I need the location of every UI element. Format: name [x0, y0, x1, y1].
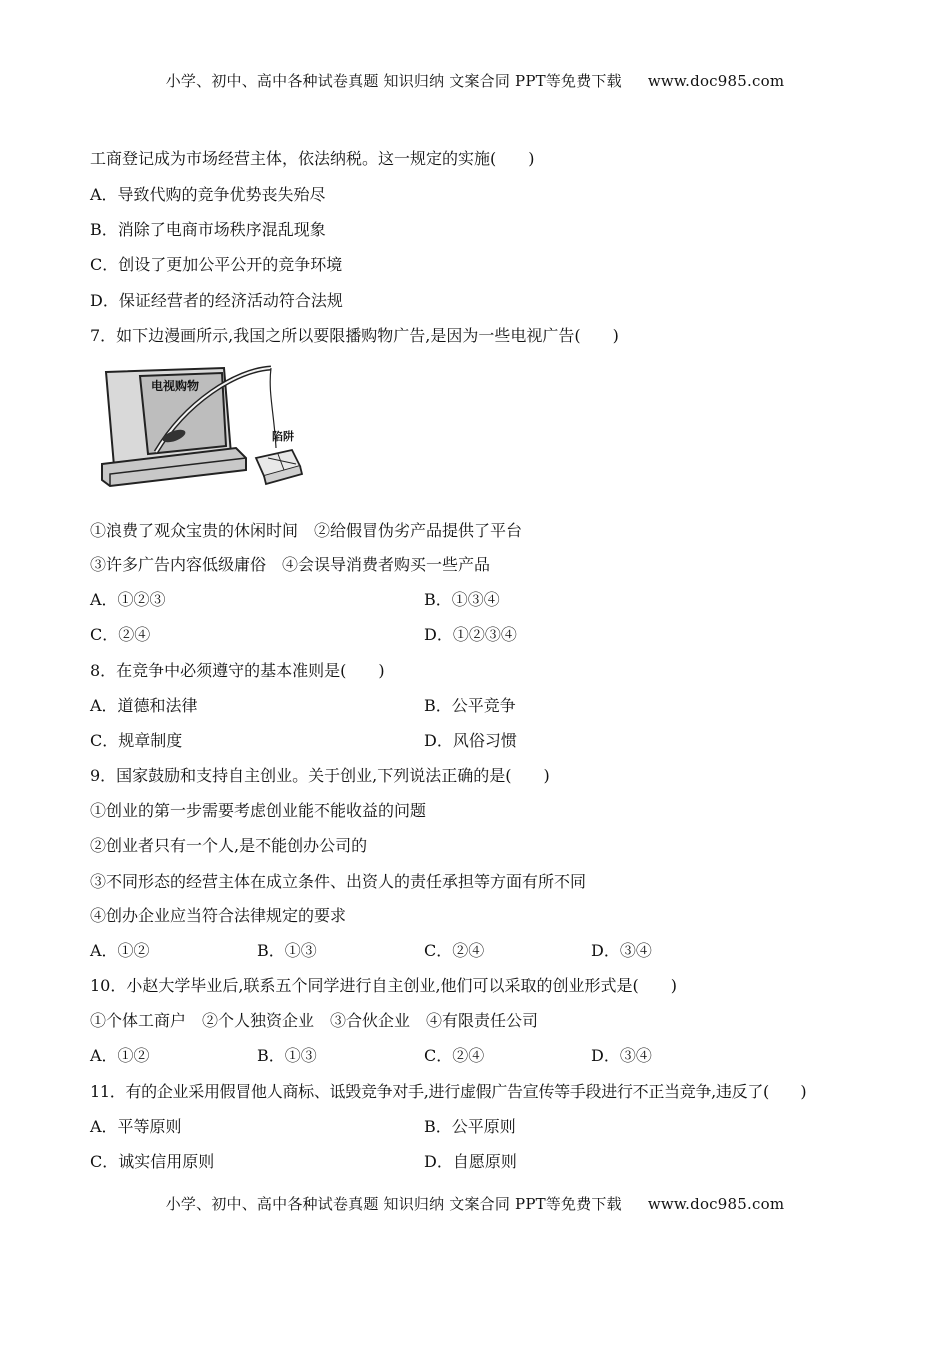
- q9-item-4: ④创办企业应当符合法律规定的要求: [90, 906, 347, 925]
- q7-stem: 7．如下边漫画所示,我国之所以要限播购物广告,是因为一些电视广告( ): [90, 326, 619, 345]
- header-text: 小学、初中、高中各种试卷真题 知识归纳 文案合同 PPT等免费下载: [165, 72, 622, 90]
- q8-stem: 8．在竞争中必须遵守的基本准则是( ): [90, 661, 385, 680]
- q11-stem: 11．有的企业采用假冒他人商标、诋毁竞争对手,进行虚假广告宣传等手段进行不正当竞争,违反了( ): [90, 1082, 807, 1101]
- q9-stem: 9．国家鼓励和支持自主创业。关于创业,下列说法正确的是( ): [90, 766, 550, 785]
- q9-option-b: B．①③: [257, 941, 317, 960]
- q9-item-2: ②创业者只有一个人,是不能创办公司的: [90, 836, 368, 855]
- q10-option-c: C．②④: [424, 1046, 485, 1065]
- q9-option-c: C．②④: [424, 941, 485, 960]
- q10-option-a: A．①②: [90, 1046, 150, 1065]
- q6-option-a: A．导致代购的竞争优势丧失殆尽: [90, 185, 326, 204]
- screen-label: 电视购物: [151, 379, 200, 393]
- q11-option-d: D．自愿原则: [424, 1152, 517, 1171]
- q6-stem: 工商登记成为市场经营主体，依法纳税。这一规定的实施( ): [90, 149, 535, 168]
- q9-option-a: A．①②: [90, 941, 150, 960]
- q7-option-a: A．①②③: [90, 590, 166, 609]
- footer-text: 小学、初中、高中各种试卷真题 知识归纳 文案合同 PPT等免费下载: [165, 1195, 622, 1213]
- q7-option-c: C．②④: [90, 625, 151, 644]
- header-url: www.doc985.com: [647, 72, 785, 90]
- q8-option-a: A．道德和法律: [90, 696, 198, 715]
- q11-option-c: C．诚实信用原则: [90, 1152, 215, 1171]
- q7-option-d: D．①②③④: [424, 625, 517, 644]
- q10-option-d: D．③④: [591, 1046, 652, 1065]
- q10-option-b: B．①③: [257, 1046, 317, 1065]
- q11-option-a: A．平等原则: [90, 1117, 182, 1136]
- q8-option-b: B．公平竞争: [424, 696, 516, 715]
- q8-option-d: D．风俗习惯: [424, 731, 517, 750]
- q11-option-b: B．公平原则: [424, 1117, 516, 1136]
- q10-item-1: ①个体工商户 ②个人独资企业 ③合伙企业 ④有限责任公司: [90, 1011, 539, 1030]
- q10-stem: 10．小赵大学毕业后,联系五个同学进行自主创业,他们可以采取的创业形式是( ): [90, 976, 678, 995]
- page-header: [0, 70, 950, 91]
- q6-option-c: C．创设了更加公平公开的竞争环境: [90, 255, 343, 274]
- q6-option-b: B．消除了电商市场秩序混乱现象: [90, 220, 326, 239]
- footer-url: www.doc985.com: [647, 1195, 785, 1213]
- q6-option-d: D．保证经营者的经济活动符合法规: [90, 291, 343, 310]
- q9-option-d: D．③④: [591, 941, 652, 960]
- q8-option-c: C．规章制度: [90, 731, 183, 750]
- q9-item-1: ①创业的第一步需要考虑创业能不能收益的问题: [90, 801, 427, 820]
- trap-label: 陷阱: [272, 430, 294, 443]
- q7-item-1: ①浪费了观众宝贵的休闲时间 ②给假冒伪劣产品提供了平台: [90, 521, 523, 540]
- q7-option-b: B．①③④: [424, 590, 500, 609]
- page-footer: [0, 1193, 950, 1214]
- q9-item-3: ③不同形态的经营主体在成立条件、出资人的责任承担等方面有所不同: [90, 872, 587, 891]
- q7-cartoon: [96, 362, 316, 496]
- q7-item-2: ③许多广告内容低级庸俗 ④会误导消费者购买一些产品: [90, 555, 491, 574]
